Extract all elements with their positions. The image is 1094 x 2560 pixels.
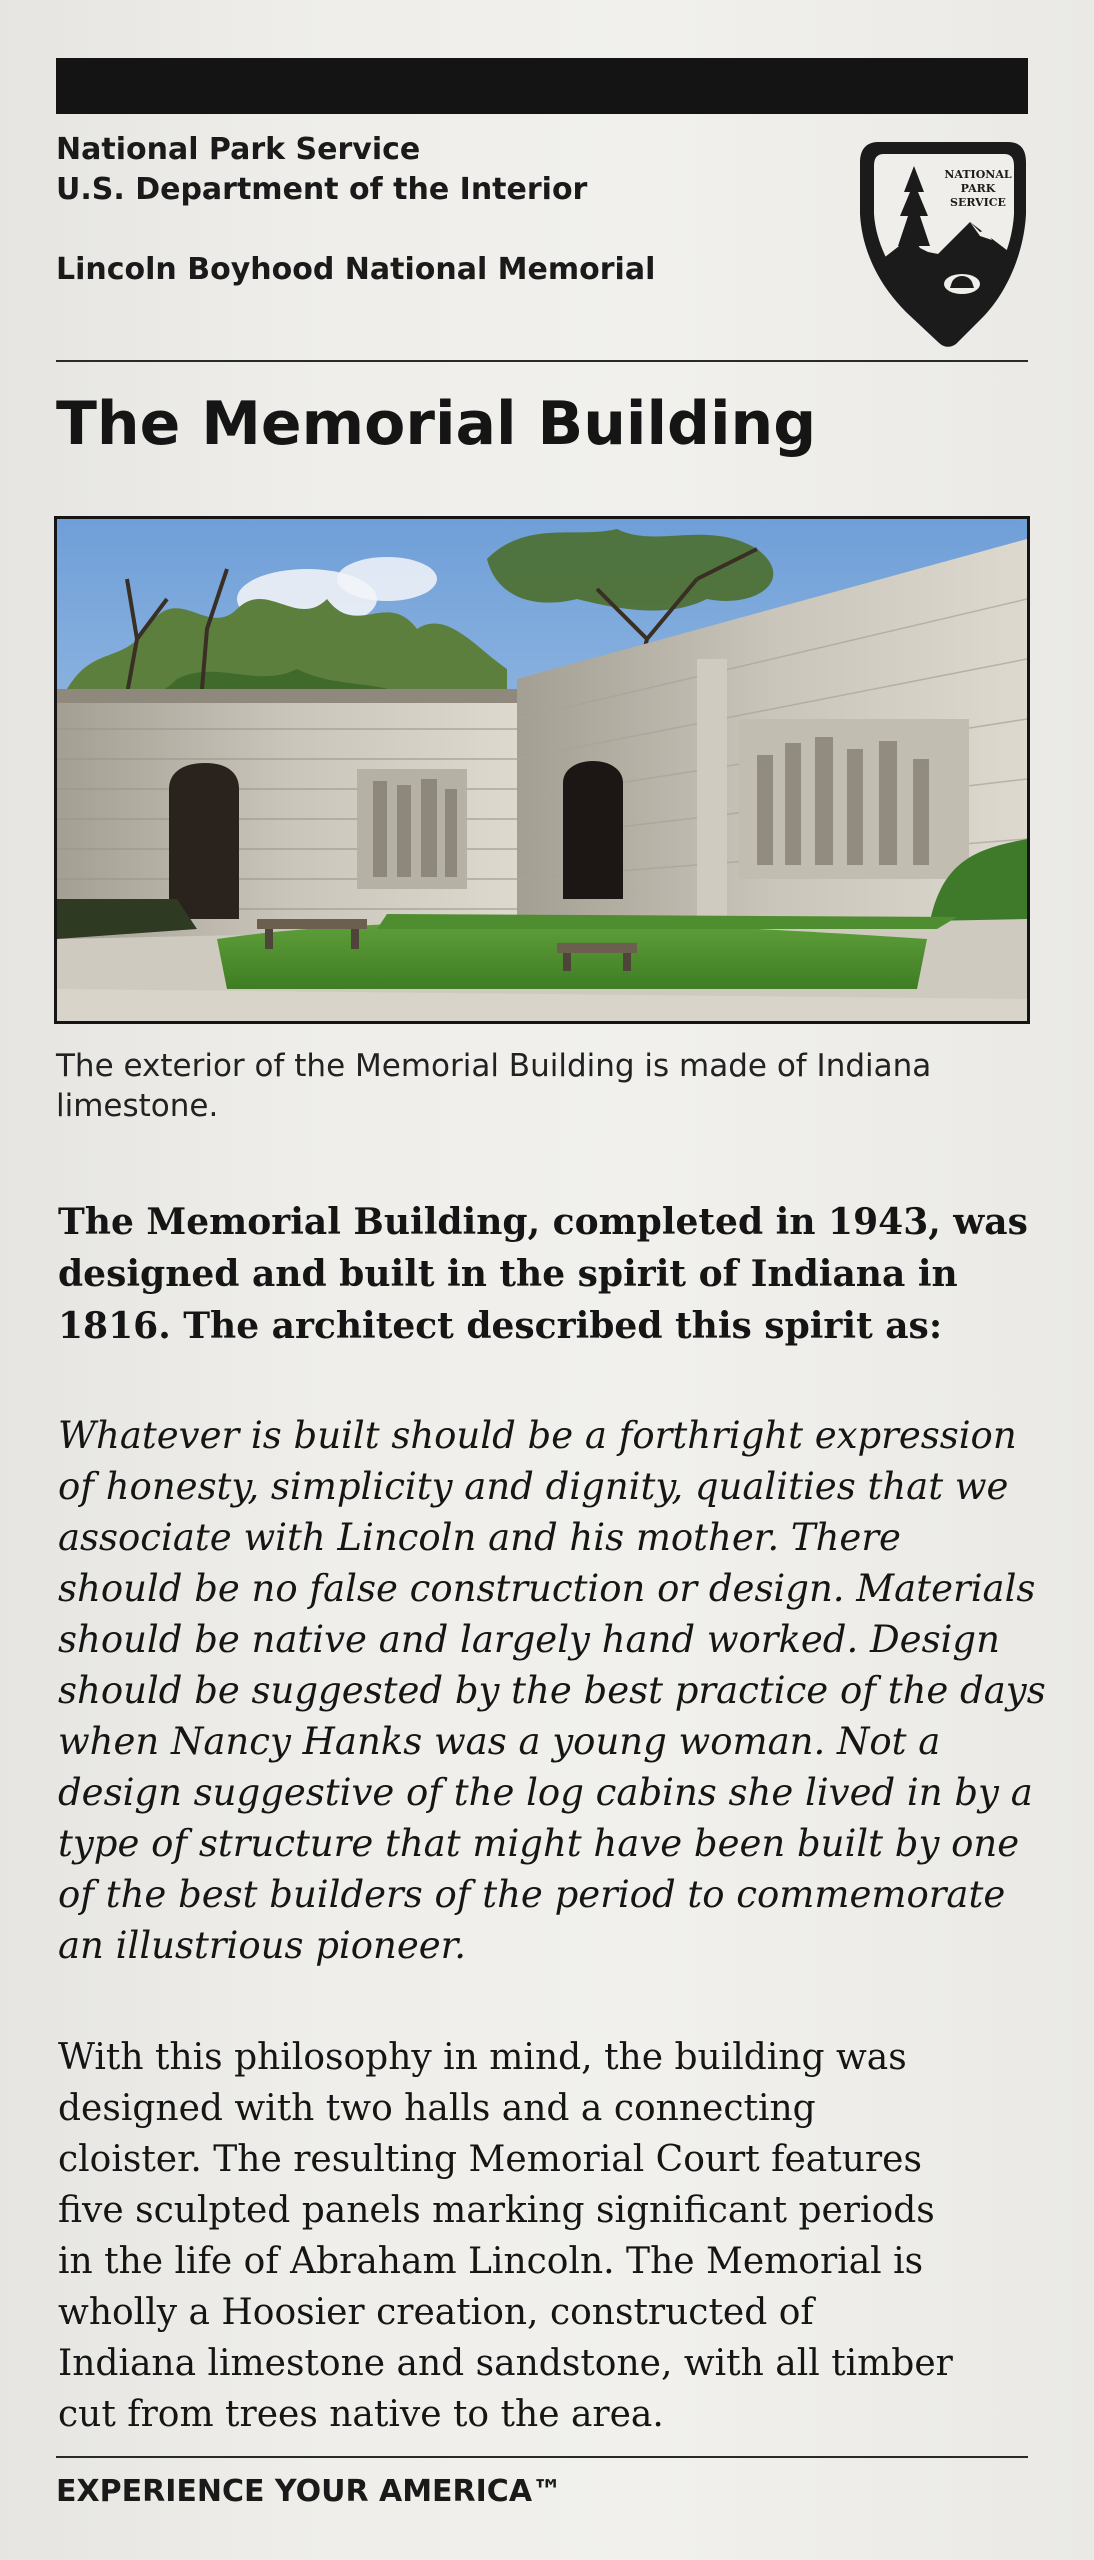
quote-line: when Nancy Hanks was a young woman. Not a (58, 1720, 941, 1763)
quote-line: type of structure that might have been built by one (58, 1822, 1020, 1865)
quote-line: should be native and largely hand worked. Design (58, 1618, 1000, 1661)
caption-line: limestone. (56, 1088, 219, 1124)
architect-quote (58, 1410, 1046, 1971)
quote-line: Whatever is built should be a forthright expression (58, 1414, 1017, 1457)
body-line: five sculpted panels marking significant periods (58, 2190, 935, 2231)
quote-line: of the best builders of the period to commemorate (58, 1873, 1006, 1916)
body-line: With this philosophy in mind, the building was (58, 2037, 907, 2078)
bottom-divider (56, 2456, 1028, 2458)
header-black-band (56, 58, 1028, 114)
intro-line: designed and built in the spirit of Indiana in (58, 1253, 958, 1295)
quote-line: should be suggested by the best practice of the days (58, 1669, 1046, 1712)
body-line: Indiana limestone and sandstone, with all timber (58, 2343, 953, 2384)
quote-line: of honesty, simplicity and dignity, qualities that we (58, 1465, 1009, 1508)
agency-block (56, 130, 587, 210)
intro-line: 1816. The architect described this spirit as: (58, 1305, 943, 1347)
footer-tagline: EXPERIENCE YOUR AMERICA™ (56, 2474, 563, 2509)
philosophy-paragraph (58, 2032, 1038, 2440)
nps-arrowhead-logo (858, 136, 1028, 348)
body-line: designed with two halls and a connecting (58, 2088, 816, 2129)
top-divider (56, 360, 1028, 362)
quote-line: an illustrious pioneer. (58, 1924, 467, 1967)
caption-line: The exterior of the Memorial Building is made of Indiana (56, 1048, 932, 1084)
quote-line: should be no false construction or design. Materials (58, 1567, 1036, 1610)
quote-line: design suggestive of the log cabins she lived in by a (58, 1771, 1033, 1814)
page-title: The Memorial Building (56, 389, 817, 459)
agency-name: National Park Service (56, 132, 421, 167)
department-name: U.S. Department of the Interior (56, 172, 588, 207)
emblem-word-2: PARK (960, 182, 996, 195)
body-line: cut from trees native to the area. (58, 2394, 664, 2435)
body-line: wholly a Hoosier creation, constructed of (58, 2292, 814, 2333)
park-name: Lincoln Boyhood National Memorial (56, 252, 656, 287)
body-line: in the life of Abraham Lincoln. The Memorial is (58, 2241, 924, 2282)
photo-caption (56, 1046, 1016, 1126)
quote-line: associate with Lincoln and his mother. There (58, 1516, 901, 1559)
emblem-word-1: NATIONAL (944, 168, 1012, 181)
intro-paragraph (58, 1196, 1028, 1352)
intro-line: The Memorial Building, completed in 1943, was (58, 1201, 1028, 1243)
emblem-word-3: SERVICE (950, 196, 1006, 209)
memorial-building-photo (54, 516, 1030, 1024)
body-line: cloister. The resulting Memorial Court features (58, 2139, 922, 2180)
